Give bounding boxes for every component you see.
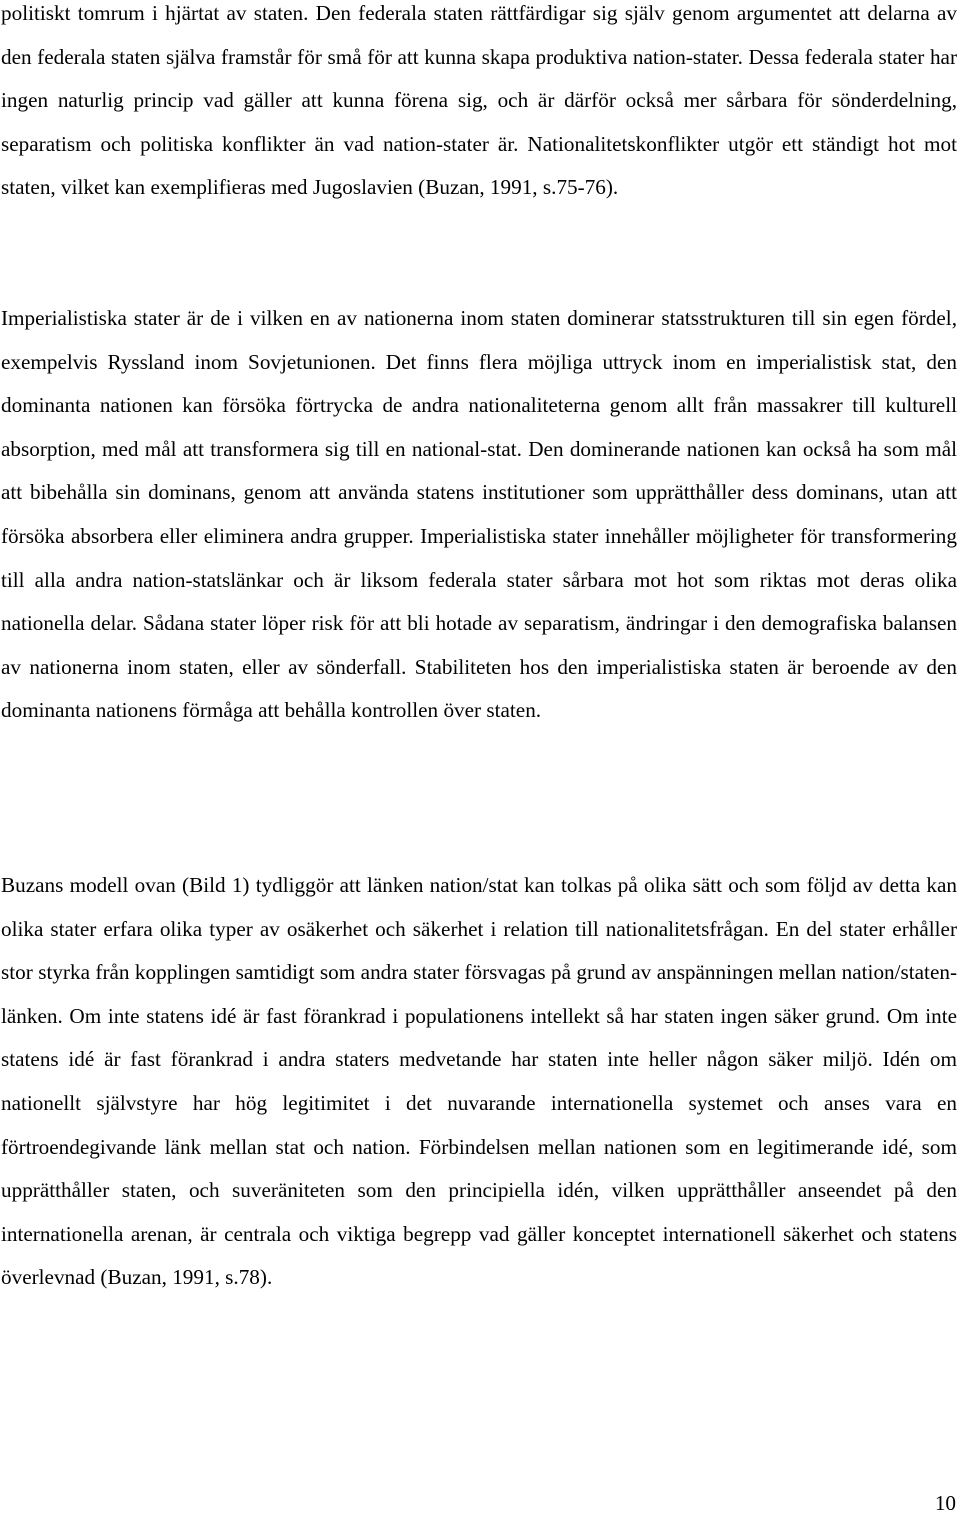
paragraph-buzan-model: Buzans modell ovan (Bild 1) tydliggör att länken nation/stat kan tolkas på olika sätt och som följd av detta kan olika stater erfara olika typer av osäkerhet och säkerhet i relation till nationalitetsfrågan. En del stater erhåller stor styrka från kopplingen samtidigt som andra stater försvagas på grund av anspänningen mellan nation/staten-länken. Om inte statens idé är fast förankrad i populationens intellekt så har staten ingen säker grund. Om inte statens idé är fast förankrad i andra staters medvetande har staten inte heller någon säker miljö. Idén om nationellt självstyre har hög legitimitet i det nuvarande internationella systemet och anses vara en förtroendegivande länk mellan stat och nation. Förbindelsen mellan nationen som en legitimerande idé, som upprätthåller staten, och suveräniteten som den principiella idén, vilken upprätthåller anseendet på den internationella arenan, är centrala och viktiga begrepp vad gäller konceptet internationell säkerhet och statens överlevnad (Buzan, 1991, s.78). <box>1 873 957 1290</box>
paragraph-federal-states: politiskt tomrum i hjärtat av staten. Den federala staten rättfärdigar sig själv genom argumentet att delarna av den federala staten själva framstår för små för att kunna skapa produktiva nation-stater. Dessa federala stater har ingen naturlig princip vad gäller att kunna förena sig, och är därför också mer sårbara för sönderdelning, separatism och politiska konflikter än vad nation-stater är. Nationalitetskonflikter utgör ett ständigt hot mot staten, vilket kan exemplifieras med Jugoslavien (Buzan, 1991, s.75-76). <box>1 1 957 200</box>
paragraph-imperialist-states: Imperialistiska stater är de i vilken en av nationerna inom staten dominerar statsstrukturen till sin egen fördel, exempelvis Ryssland inom Sovjetunionen. Det finns flera möjliga uttryck inom en imperialistisk stat, den dominanta nationen kan försöka förtrycka de andra nationaliteterna genom allt från massakrer till kulturell absorption, med mål att transformera sig till en national-stat. Den dominerande nationen kan också ha som mål att bibehålla sin dominans, genom att använda statens institutioner som upprätthåller dess dominans, utan att försöka absorbera eller eliminera andra grupper. Imperialistiska stater innehåller möjligheter för transformering till alla andra nation-statslänkar och är liksom federala stater sårbara mot hot som riktas mot deras olika nationella delar. Sådana stater löper risk för att bli hotade av separatism, ändringar i den demografiska balansen av nationerna inom staten, eller av sönderfall. Stabiliteten hos den imperialistiska staten är beroende av den dominanta nationens förmåga att behålla kontrollen över staten. <box>1 306 957 723</box>
page-number: 10 <box>934 1491 956 1515</box>
